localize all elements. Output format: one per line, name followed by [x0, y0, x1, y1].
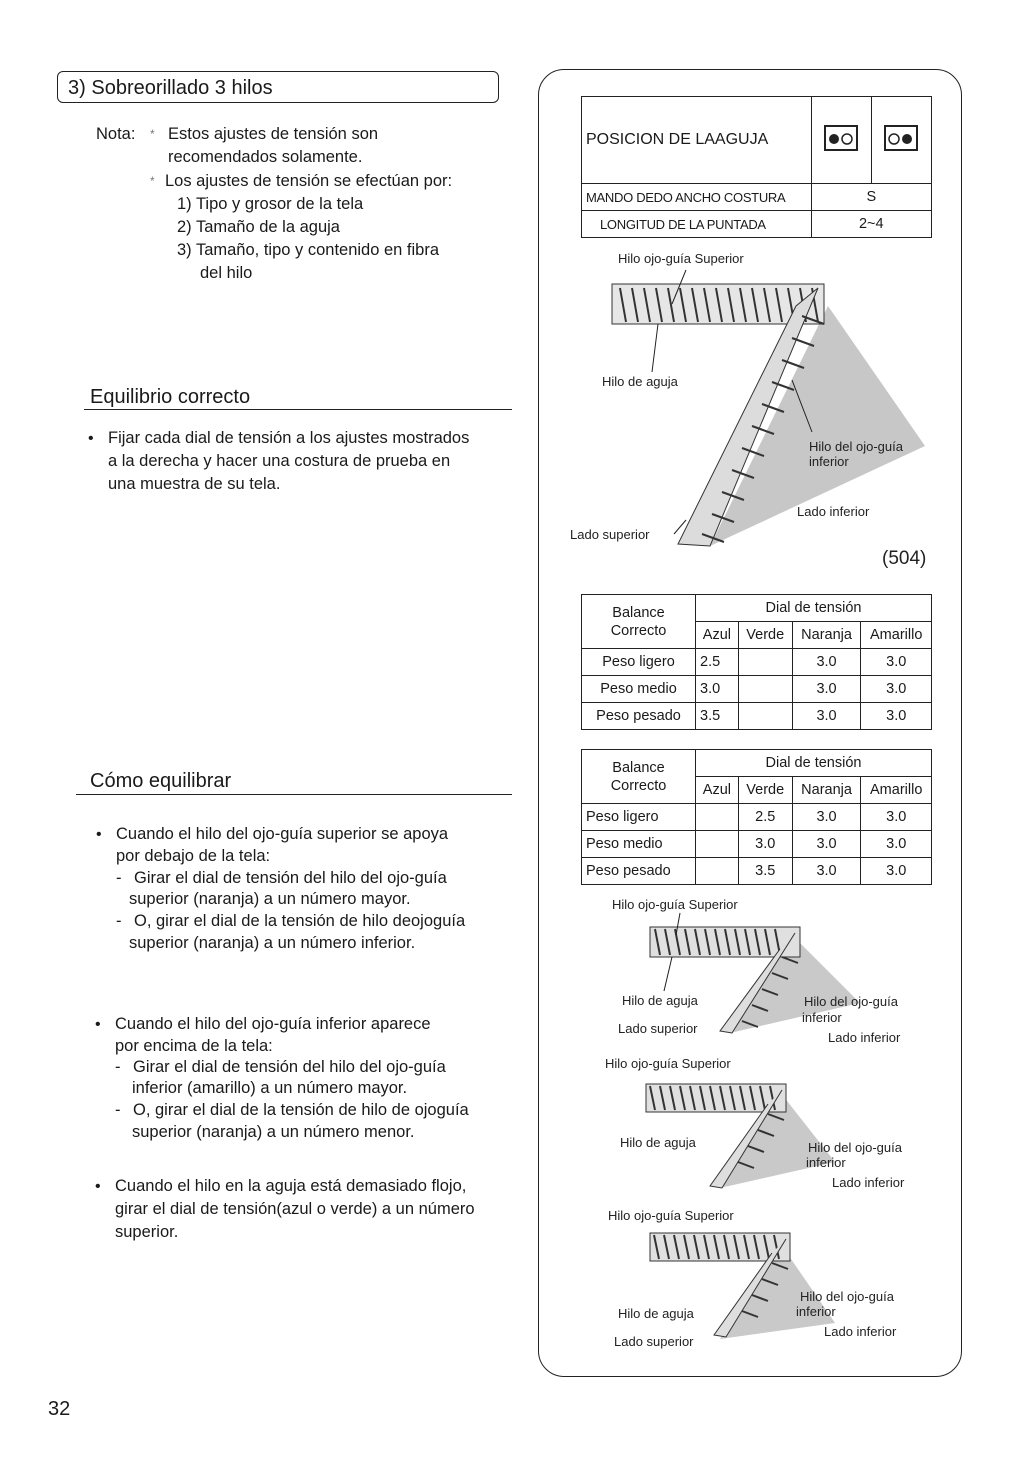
table-row	[582, 804, 932, 831]
t2-cell	[696, 804, 739, 831]
como-b1-line-1: • Cuando el hilo del ojo-guía superior se apoya	[116, 823, 448, 846]
table-row	[582, 676, 932, 703]
label-hilo-inferior-1: Hilo del ojo-guía	[809, 439, 903, 454]
t2-col-azul: Azul	[696, 777, 739, 804]
sd2-inf1: Hilo del ojo-guía	[808, 1140, 902, 1155]
t1-cell: 3.5	[696, 703, 739, 730]
como-b2-dash-2: -	[115, 1101, 121, 1119]
stitch-length-label: LONGITUD DE LA PUNTADA	[582, 211, 812, 238]
sd3-inf1: Hilo del ojo-guía	[800, 1289, 894, 1304]
nota-line-3: Los ajustes de tensión se efectúan por:	[165, 172, 453, 190]
equilibrio-heading: Equilibrio correcto	[90, 386, 251, 408]
stitch-width-value: S	[811, 184, 931, 211]
section-title	[57, 71, 499, 103]
small-stitch-diagram-3	[600, 1203, 930, 1353]
sd2-inf2: inferior	[806, 1155, 846, 1170]
t2-cell: 3.0	[738, 831, 792, 858]
como-rule	[76, 794, 512, 795]
t1-cell: 3.0	[792, 649, 861, 676]
t2-corner	[582, 750, 696, 804]
needle-position-label: POSICION DE LAAGUJA	[582, 97, 812, 184]
t1-col-amarillo: Amarillo	[861, 622, 932, 649]
needle-left-icon	[823, 124, 859, 152]
nota-line-1: Estos ajustes de tensión son	[168, 125, 379, 143]
section-number: 3)	[68, 77, 86, 99]
sd1-inf1: Hilo del ojo-guía	[804, 994, 898, 1009]
sd1-lado-sup: Lado superior	[618, 1021, 698, 1036]
t1-row-label: Peso pesado	[582, 703, 696, 730]
como-b1-sub1-line-1: Girar el dial de tensión del hilo del ojo-guía	[134, 869, 447, 887]
t2-cell	[696, 858, 739, 885]
stitch-length-value: 2~4	[811, 211, 931, 238]
settings-table	[581, 96, 932, 238]
sd2-lado-inf: Lado inferior	[832, 1175, 905, 1190]
t1-col-azul: Azul	[696, 622, 739, 649]
t2-row-label: Peso ligero	[582, 804, 696, 831]
como-b1-dash-1: -	[116, 869, 122, 887]
needle-right-icon	[883, 124, 919, 152]
nota-item-1: 1) Tipo y grosor de la tela	[177, 195, 364, 213]
label-hilo-aguja: Hilo de aguja	[602, 374, 678, 389]
sd1-aguja: Hilo de aguja	[622, 993, 698, 1008]
t2-cell: 3.5	[738, 858, 792, 885]
section-title-text: Sobreorillado 3 hilos	[91, 77, 273, 99]
como-b2-sub2-line-1: O, girar el dial de la tensión de hilo de ojoguía	[133, 1101, 469, 1119]
sd1-inf2: inferior	[802, 1010, 842, 1025]
small-stitch-diagram-2	[600, 1052, 930, 1192]
t2-cell: 3.0	[792, 804, 861, 831]
nota-item-2: 2) Tamaño de la aguja	[177, 218, 340, 236]
t1-cell: 3.0	[696, 676, 739, 703]
t1-cell	[738, 703, 792, 730]
nota-item-3-cont: del hilo	[200, 264, 253, 282]
t1-cell: 3.0	[792, 703, 861, 730]
t2-col-naranja: Naranja	[792, 777, 861, 804]
como-b2-dash-1: -	[115, 1058, 121, 1076]
small-stitch-diagram-1	[600, 893, 930, 1053]
como-heading: Cómo equilibrar	[90, 770, 232, 792]
t1-corner-line-1: Balance	[612, 604, 665, 621]
sd3-inf2: inferior	[796, 1304, 836, 1319]
tension-table-2	[581, 749, 932, 885]
como-b2-sub2-line-2: superior (naranja) a un número menor.	[132, 1123, 415, 1141]
sd3-top: Hilo ojo-guía Superior	[608, 1208, 734, 1223]
como-b3-line-3: superior.	[115, 1223, 179, 1241]
t2-cell	[696, 831, 739, 858]
t1-row-label: Peso medio	[582, 676, 696, 703]
t2-cell: 3.0	[861, 804, 932, 831]
como-b3-line-2: girar el dial de tensión(azul o verde) a un número	[115, 1200, 475, 1218]
como-b3-line-1: • Cuando el hilo en la aguja está demasiado flojo,	[115, 1175, 466, 1198]
como-b1-dash-2: -	[116, 912, 122, 930]
t1-cell: 3.0	[861, 649, 932, 676]
t2-corner-line-1: Balance	[612, 759, 665, 776]
nota-line-2: recomendados solamente.	[168, 148, 363, 166]
nota-item-3: 3) Tamaño, tipo y contenido en fibra	[177, 241, 440, 259]
t2-row-label: Peso pesado	[582, 858, 696, 885]
table-row	[582, 649, 932, 676]
label-hilo-superior: Hilo ojo-guía Superior	[618, 251, 744, 266]
t2-col-verde: Verde	[738, 777, 792, 804]
t1-row-label: Peso ligero	[582, 649, 696, 676]
t2-corner-line-2: Correcto	[610, 777, 667, 794]
t2-row-label: Peso medio	[582, 831, 696, 858]
t2-group-header: Dial de tensión	[696, 750, 932, 777]
stitch-width-label: MANDO DEDO ANCHO COSTURA	[582, 184, 812, 211]
equilibrio-line-1: • Fijar cada dial de tensión a los ajustes mostrados	[108, 427, 469, 450]
table-row	[582, 703, 932, 730]
sd1-lado-inf: Lado inferior	[828, 1030, 901, 1045]
nota-star-2: *	[150, 174, 155, 188]
equilibrio-rule	[84, 409, 512, 410]
t2-cell: 3.0	[792, 858, 861, 885]
tension-table-1	[581, 594, 932, 730]
sd2-top: Hilo ojo-guía Superior	[605, 1056, 731, 1071]
t1-cell	[738, 676, 792, 703]
como-b2-sub1-line-2: inferior (amarillo) a un número mayor.	[132, 1079, 408, 1097]
overlock-stitch-diagram	[560, 246, 950, 576]
como-b2-line-2: por encima de la tela:	[115, 1037, 273, 1055]
equilibrio-line-3: una muestra de su tela.	[108, 475, 281, 493]
nota-star-1: *	[150, 127, 155, 141]
table-row	[582, 858, 932, 885]
label-lado-superior: Lado superior	[570, 527, 650, 542]
needle-left-cell	[811, 97, 871, 184]
sd2-aguja: Hilo de aguja	[620, 1135, 696, 1150]
t1-cell	[738, 649, 792, 676]
como-b1-sub1-line-2: superior (naranja) a un número mayor.	[129, 890, 411, 908]
needle-right-cell	[871, 97, 931, 184]
t1-cell: 2.5	[696, 649, 739, 676]
t2-cell: 3.0	[792, 831, 861, 858]
como-b2-line-1: • Cuando el hilo del ojo-guía inferior aparece	[115, 1013, 431, 1036]
label-lado-inferior: Lado inferior	[797, 504, 870, 519]
table-row	[582, 831, 932, 858]
t2-cell: 2.5	[738, 804, 792, 831]
t1-corner	[582, 595, 696, 649]
t2-cell: 3.0	[861, 831, 932, 858]
como-b2-sub1-line-1: Girar el dial de tensión del hilo del ojo-guía	[133, 1058, 446, 1076]
sd1-top: Hilo ojo-guía Superior	[612, 897, 738, 912]
nota-label: Nota:	[96, 125, 136, 143]
t1-group-header: Dial de tensión	[696, 595, 932, 622]
sd3-lado-sup: Lado superior	[614, 1334, 694, 1349]
t2-col-amarillo: Amarillo	[861, 777, 932, 804]
page-number: 32	[48, 1398, 71, 1420]
t1-cell: 3.0	[861, 703, 932, 730]
equilibrio-line-2: a la derecha y hacer una costura de prueba en	[108, 452, 451, 470]
como-b1-line-2: por debajo de la tela:	[116, 847, 271, 865]
t1-corner-line-2: Correcto	[610, 622, 667, 639]
t2-cell: 3.0	[861, 858, 932, 885]
sd3-lado-inf: Lado inferior	[824, 1324, 897, 1339]
label-hilo-inferior-2: inferior	[809, 454, 849, 469]
t1-cell: 3.0	[861, 676, 932, 703]
como-b1-sub2-line-1: O, girar el dial de la tensión de hilo deojoguía	[134, 912, 466, 930]
diagram-code: (504)	[882, 548, 927, 569]
t1-col-naranja: Naranja	[792, 622, 861, 649]
t1-cell: 3.0	[792, 676, 861, 703]
sd3-aguja: Hilo de aguja	[618, 1306, 694, 1321]
como-b1-sub2-line-2: superior (naranja) a un número inferior.	[129, 934, 416, 952]
t1-col-verde: Verde	[738, 622, 792, 649]
